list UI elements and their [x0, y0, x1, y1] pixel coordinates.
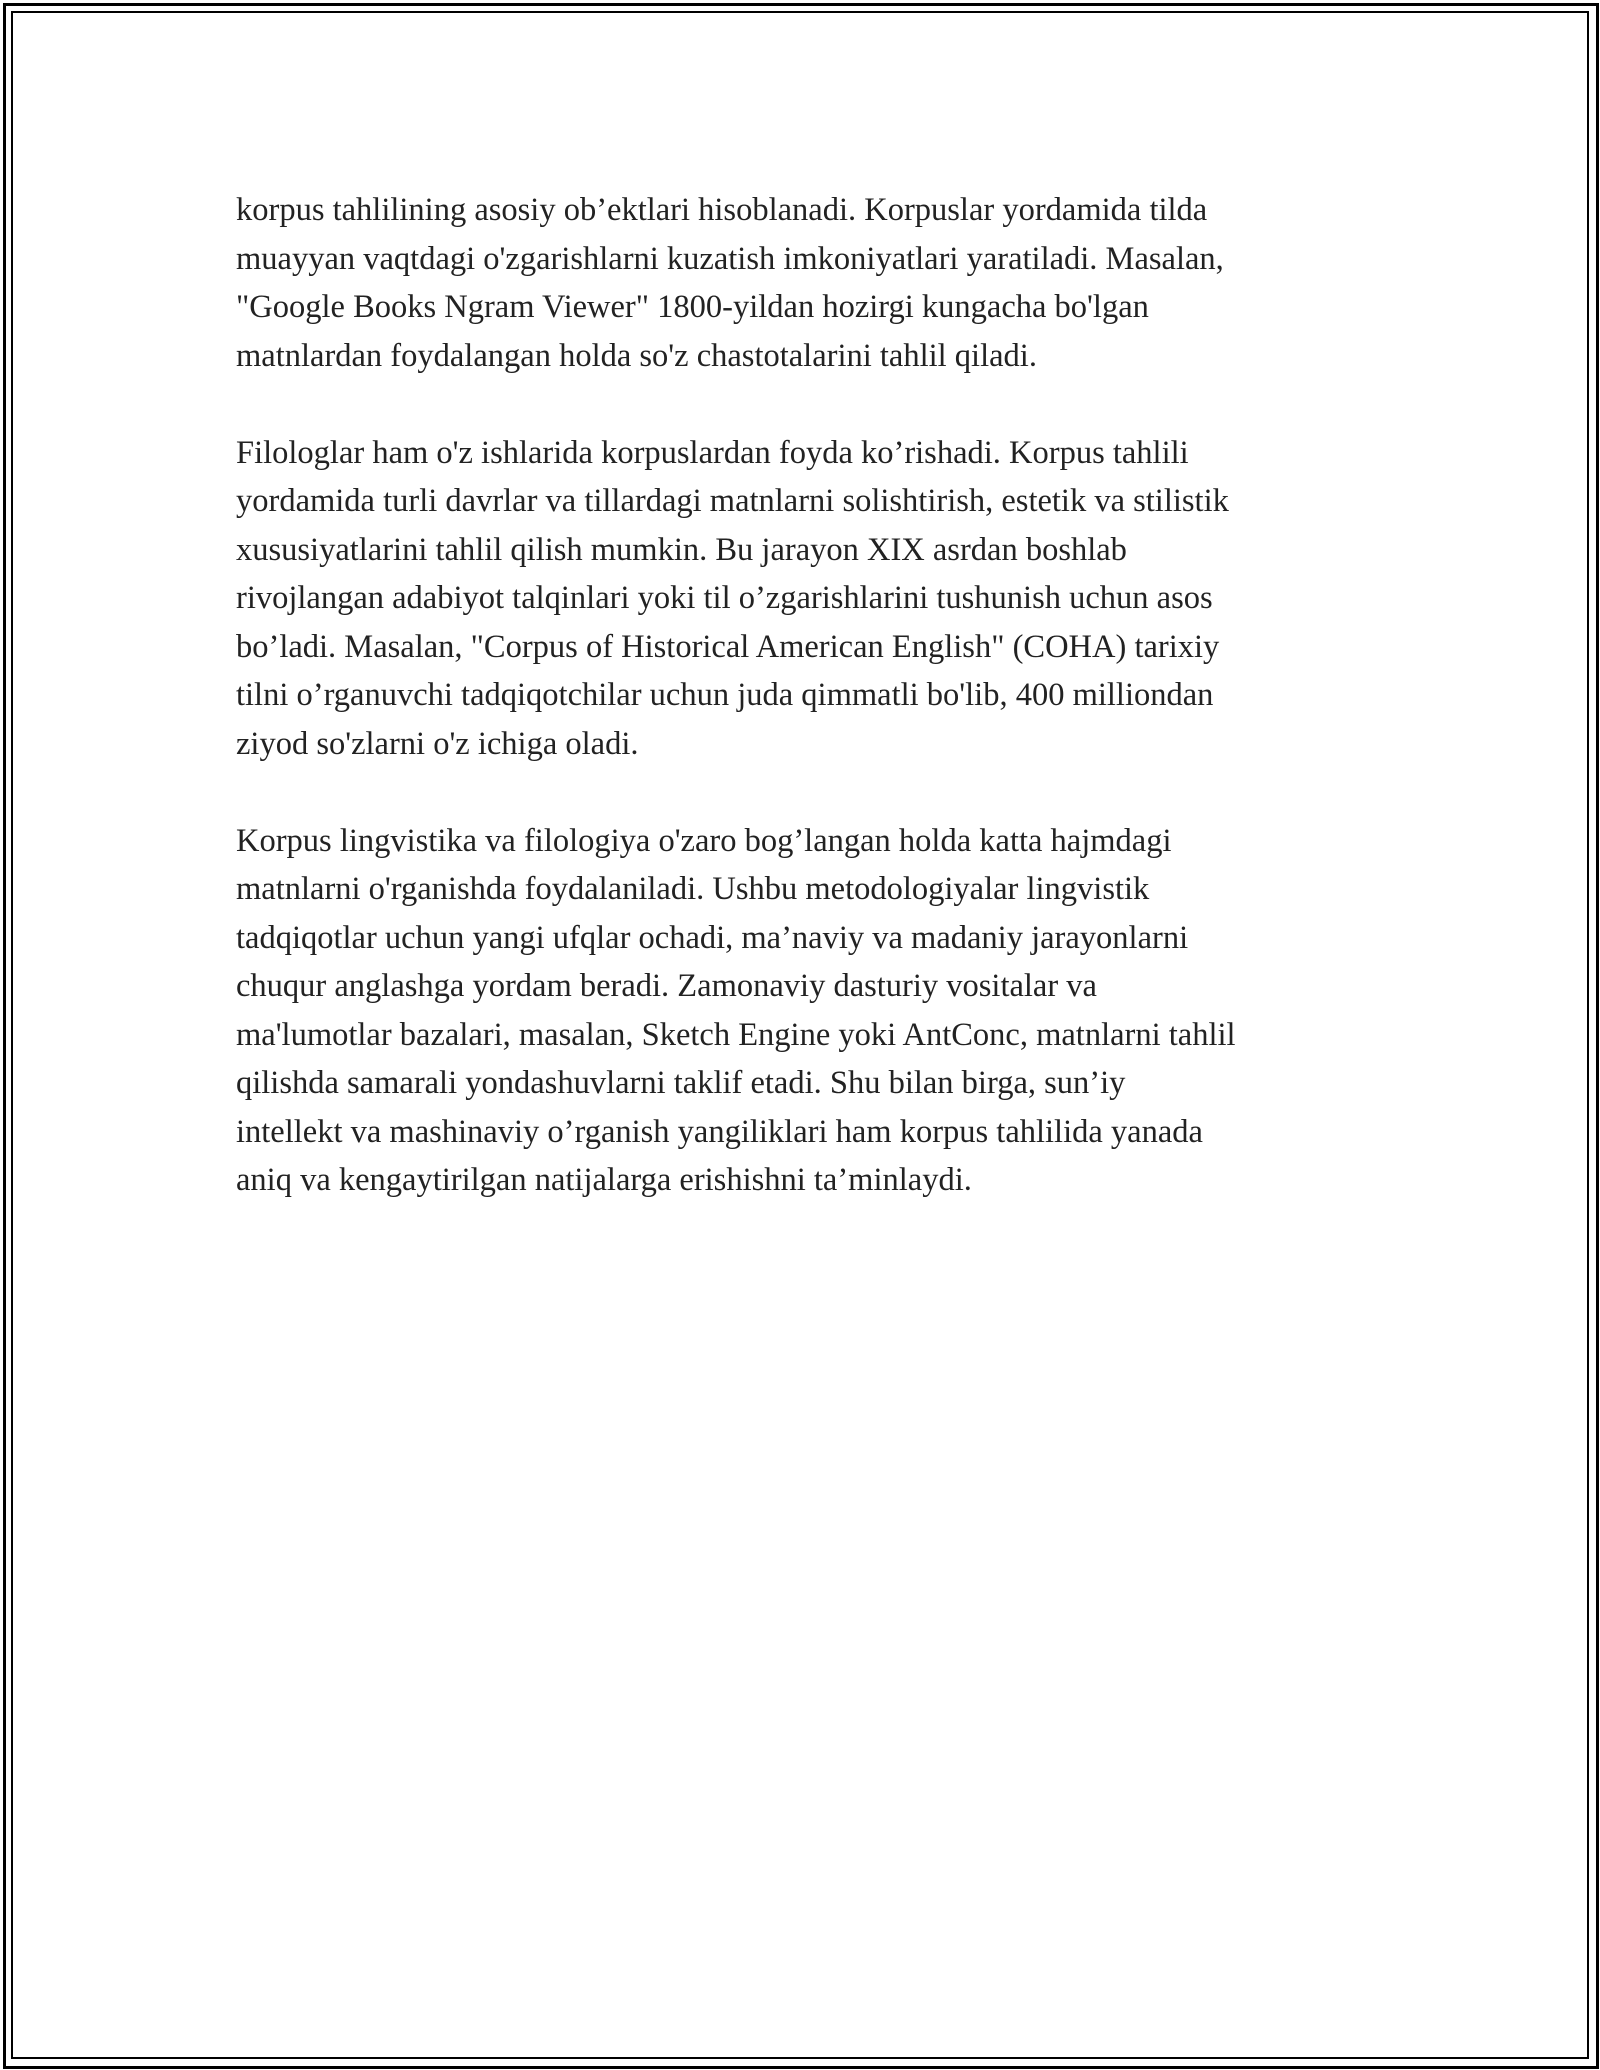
text-line: chuqur anglashga yordam beradi. Zamonaviy dasturiy vositalar va — [236, 968, 1097, 1004]
text-line: intellekt va mashinaviy o’rganish yangiliklari ham korpus tahlilida yanada — [236, 1113, 1203, 1150]
paragraph-2 — [236, 429, 1376, 769]
text-line: Korpus lingvistika va filologiya o'zaro bog’langan holda katta hajmdagi — [236, 822, 1172, 859]
text-line: ma'lumotlar bazalari, masalan, Sketch Engine yoki AntConc, matnlarni tahlil — [236, 1016, 1236, 1053]
text-line: Filologlar ham o'z ishlarida korpuslardan foyda ko’rishadi. Korpus tahlili — [236, 434, 1189, 471]
text-line: matnlardan foydalangan holda so'z chastotalarini tahlil qiladi. — [236, 337, 1037, 374]
text-line: bo’ladi. Masalan, "Corpus of Historical American English" (COHA) tarixiy — [236, 628, 1220, 665]
text-line: ziyod so'zlarni o'z ichiga oladi. — [236, 725, 639, 762]
text-line: muayyan vaqtdagi o'zgarishlarni kuzatish imkoniyatlari yaratiladi. Masalan, — [236, 240, 1224, 277]
paragraph-3 — [236, 817, 1376, 1205]
document-body — [236, 186, 1376, 1253]
text-line: yordamida turli davrlar va tillardagi matnlarni solishtirish, estetik va stilistik — [236, 483, 1229, 519]
text-line: rivojlangan adabiyot talqinlari yoki til o’zgarishlarini tushunish uchun asos — [236, 580, 1213, 616]
text-line: tadqiqotlar uchun yangi ufqlar ochadi, ma’naviy va madaniy jarayonlarni — [236, 919, 1189, 956]
text-line: tilni o’rganuvchi tadqiqotchilar uchun juda qimmatli bo'lib, 400 milliondan — [236, 677, 1214, 713]
text-line: "Google Books Ngram Viewer" 1800-yildan hozirgi kungacha bo'lgan — [236, 289, 1149, 325]
text-line: matnlarni o'rganishda foydalaniladi. Ushbu metodologiyalar lingvistik — [236, 871, 1150, 907]
text-line: korpus tahlilining asosiy ob’ektlari hisoblanadi. Korpuslar yordamida tilda — [236, 192, 1208, 228]
text-line: aniq va kengaytirilgan natijalarga erishishni ta’minlaydi. — [236, 1162, 972, 1198]
text-line: xususiyatlarini tahlil qilish mumkin. Bu jarayon XIX asrdan boshlab — [236, 531, 1127, 568]
paragraph-1 — [236, 186, 1376, 380]
text-line: qilishda samarali yondashuvlarni taklif etadi. Shu bilan birga, sun’iy — [236, 1065, 1126, 1101]
